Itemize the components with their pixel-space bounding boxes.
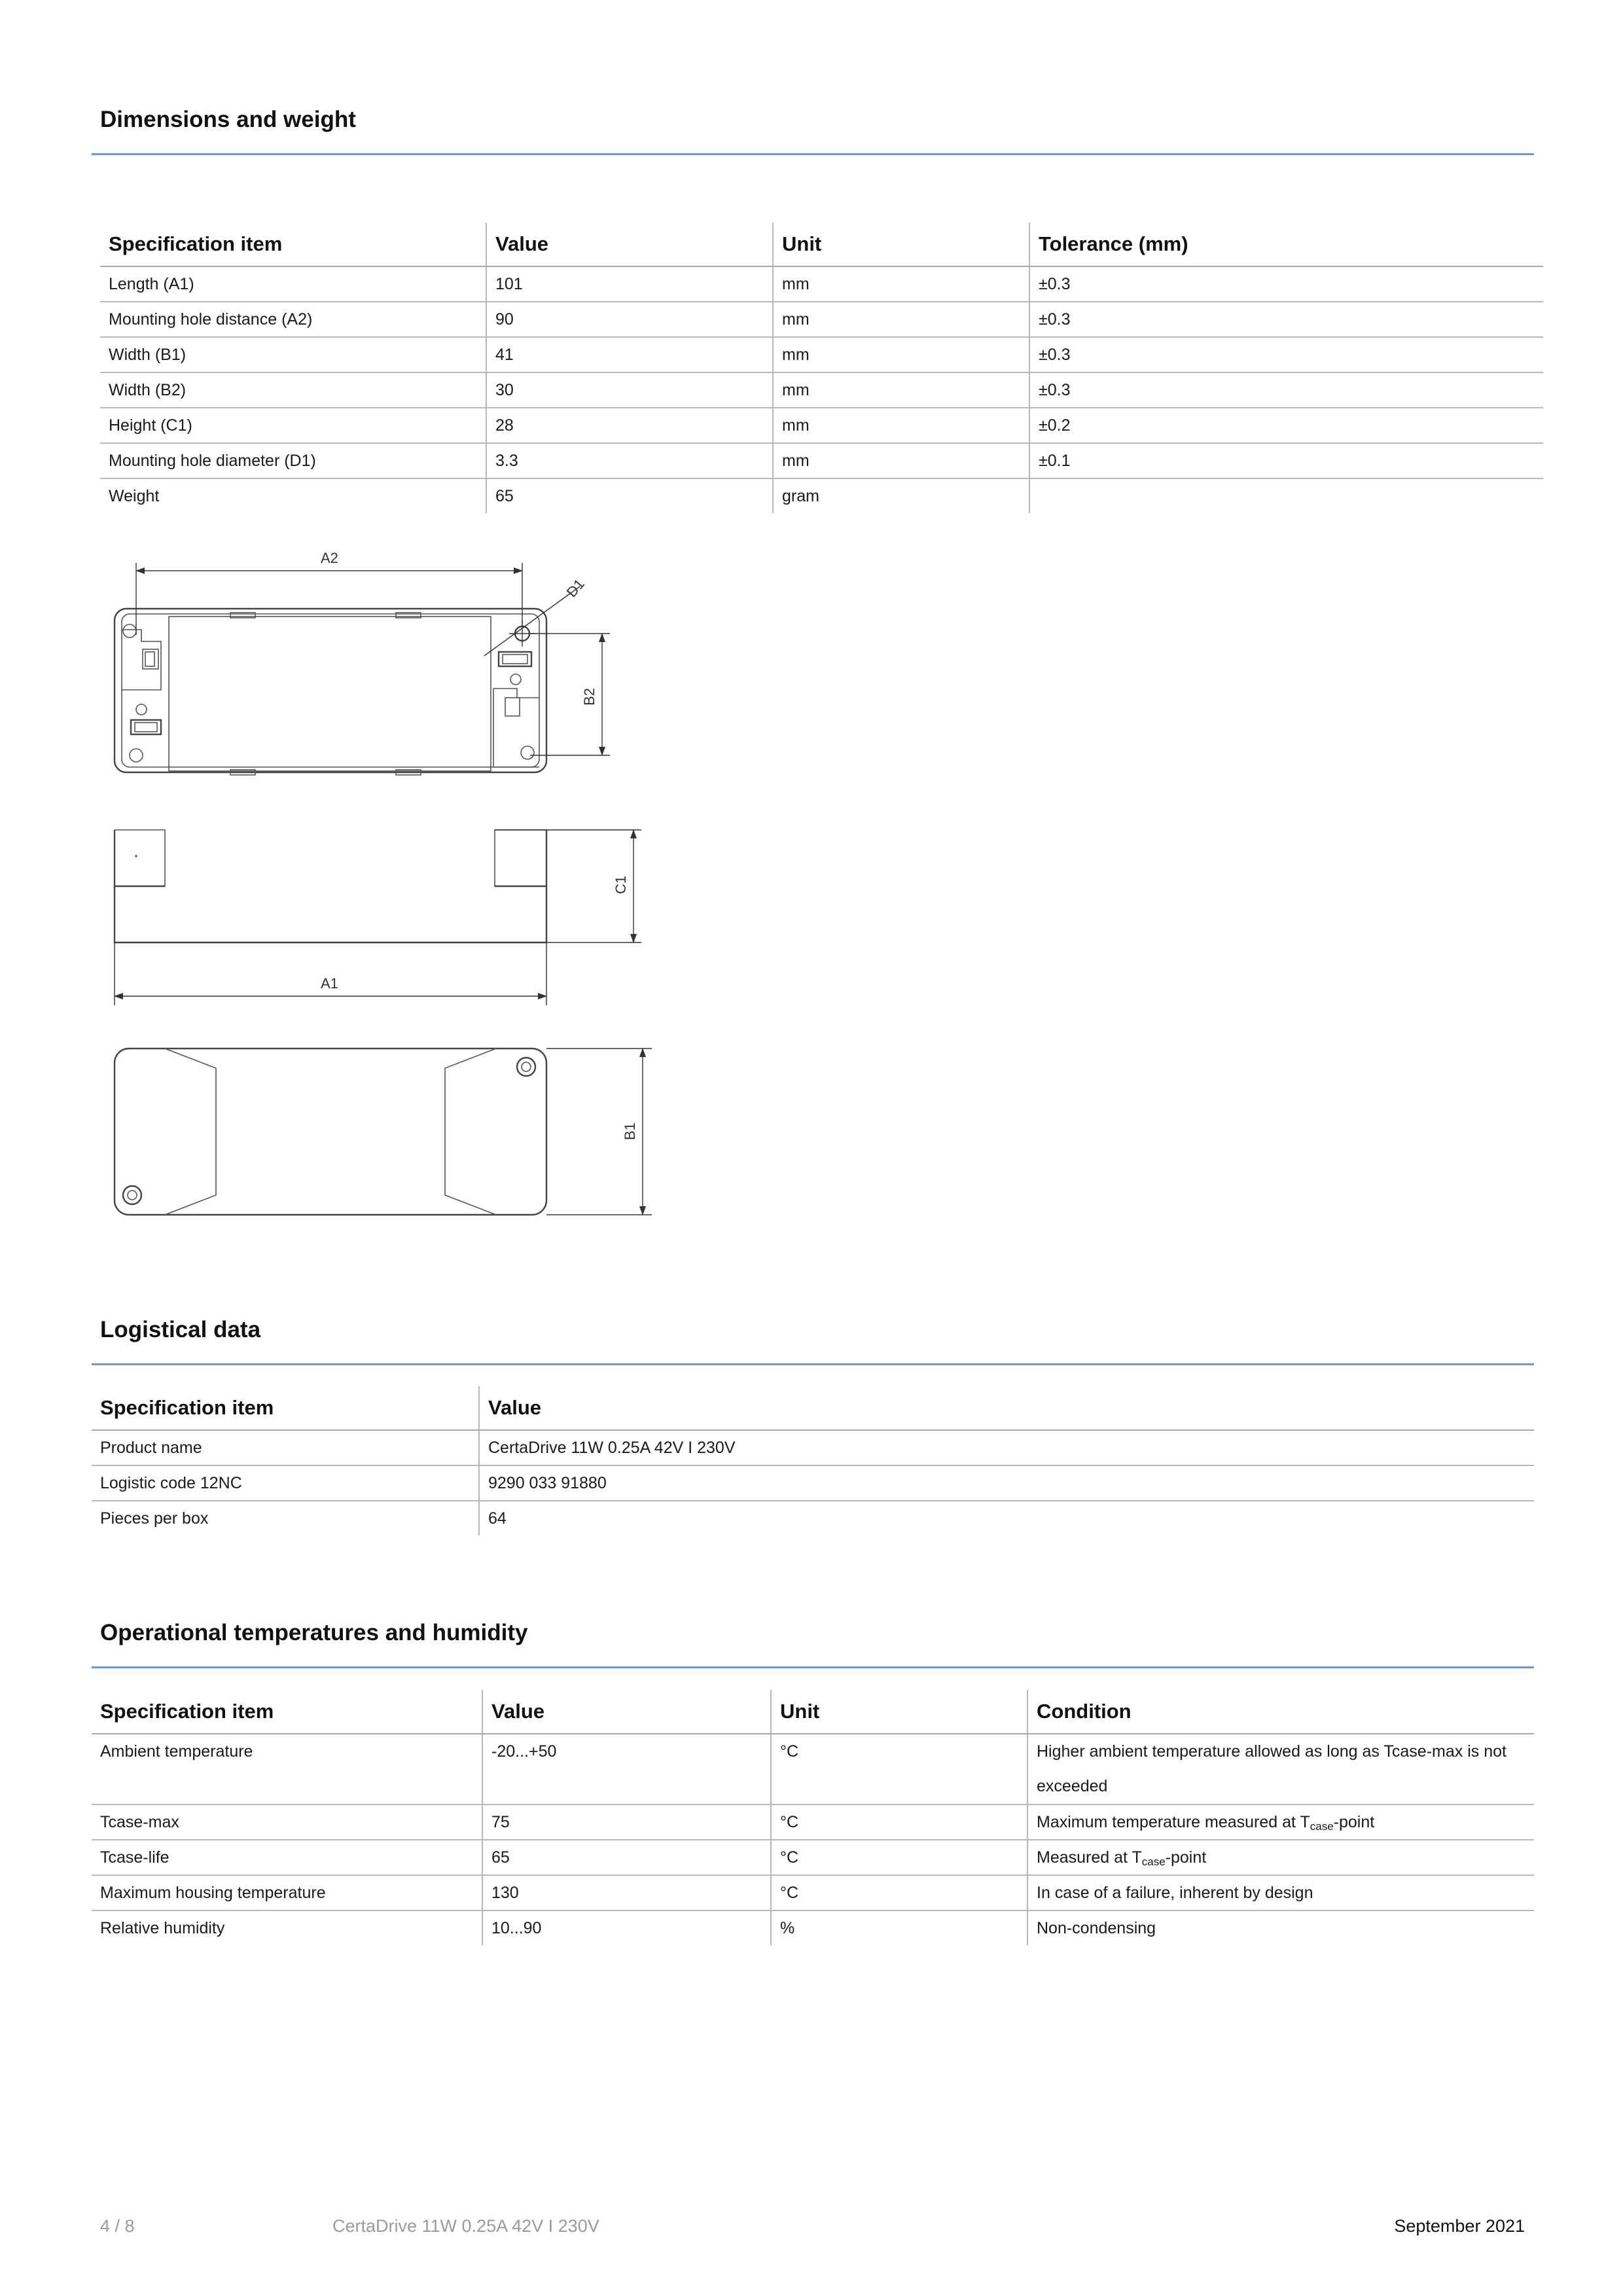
- spec-value: CertaDrive 11W 0.25A 42V I 230V: [479, 1430, 1534, 1465]
- spec-value: 65: [486, 478, 773, 513]
- dimension-label-d1: D1: [563, 575, 588, 601]
- column-header: Condition: [1027, 1690, 1534, 1734]
- table-row: [100, 478, 1543, 513]
- spec-unit: mm: [773, 408, 1029, 443]
- condition-subscript: case: [1141, 1856, 1166, 1868]
- condition-text: -point: [1333, 1813, 1375, 1831]
- table-row: [92, 1804, 1534, 1840]
- section-divider: [92, 1666, 1534, 1668]
- spec-value: 41: [486, 337, 773, 372]
- spec-condition: [1027, 1804, 1534, 1840]
- section-divider: [92, 153, 1534, 155]
- spec-unit: gram: [773, 478, 1029, 513]
- dimension-label-b2: B2: [581, 688, 597, 706]
- dimension-label-a2: A2: [321, 550, 338, 566]
- table-row: [92, 1840, 1534, 1875]
- section-divider: [92, 1363, 1534, 1365]
- spec-tolerance: ±0.3: [1029, 337, 1543, 372]
- spec-tolerance: ±0.3: [1029, 372, 1543, 408]
- spec-value: 101: [486, 266, 773, 302]
- spec-condition: In case of a failure, inherent by design: [1027, 1875, 1534, 1910]
- spec-unit: mm: [773, 302, 1029, 337]
- spec-item: Logistic code 12NC: [92, 1465, 479, 1501]
- dimension-label-b1: B1: [622, 1122, 638, 1140]
- table-row: [100, 372, 1543, 408]
- spec-tolerance: ±0.1: [1029, 443, 1543, 478]
- dimension-label-a1: A1: [321, 975, 338, 992]
- table-header-row: [92, 1386, 1534, 1430]
- table-row: [100, 337, 1543, 372]
- spec-item: Width (B1): [100, 337, 486, 372]
- column-header: Tolerance (mm): [1029, 223, 1543, 266]
- spec-item: Tcase-max: [92, 1804, 482, 1840]
- side-view: [115, 830, 641, 1005]
- column-header: Specification item: [92, 1386, 479, 1430]
- column-header: Value: [479, 1386, 1534, 1430]
- spec-item: Mounting hole diameter (D1): [100, 443, 486, 478]
- spec-unit: mm: [773, 372, 1029, 408]
- column-header: Value: [482, 1690, 771, 1734]
- spec-item: Product name: [92, 1430, 479, 1465]
- table-row: [100, 266, 1543, 302]
- top-view: [115, 550, 610, 775]
- spec-item: Width (B2): [100, 372, 486, 408]
- footer-product-name: CertaDrive 11W 0.25A 42V I 230V: [332, 2216, 599, 2236]
- spec-unit: mm: [773, 266, 1029, 302]
- spec-item: Weight: [109, 487, 160, 505]
- table-header-row: [92, 1690, 1534, 1734]
- condition-text: Maximum temperature measured at T: [1037, 1813, 1310, 1831]
- logistical-table: [92, 1386, 1534, 1535]
- spec-tolerance: ±0.3: [1029, 266, 1543, 302]
- table-row: [100, 408, 1543, 443]
- spec-item: Tcase-life: [92, 1840, 482, 1875]
- spec-unit: %: [771, 1910, 1027, 1945]
- table-row: [92, 1501, 1534, 1535]
- spec-item: Maximum housing temperature: [92, 1875, 482, 1910]
- spec-tolerance: ±0.3: [1029, 302, 1543, 337]
- spec-item: Ambient temperature: [92, 1734, 482, 1804]
- footer-date: September 2021: [1394, 2216, 1525, 2236]
- spec-unit: °C: [771, 1840, 1027, 1875]
- dimensions-table: [100, 223, 1543, 513]
- section-title-logistical: Logistical data: [100, 1317, 261, 1342]
- dimension-label-c1: C1: [613, 875, 629, 894]
- spec-value: 3.3: [486, 443, 773, 478]
- page-number: 4 / 8: [100, 2216, 135, 2236]
- spec-item: Mounting hole distance (A2): [100, 302, 486, 337]
- bottom-view: [115, 1049, 652, 1215]
- table-row: [92, 1734, 1534, 1804]
- spec-unit: °C: [771, 1875, 1027, 1910]
- table-row: [100, 302, 1543, 337]
- spec-value: 30: [486, 372, 773, 408]
- table-header-row: [100, 223, 1543, 266]
- spec-item: Relative humidity: [100, 1919, 225, 1937]
- spec-value: 75: [482, 1804, 771, 1840]
- spec-value: 10...90: [482, 1910, 771, 1945]
- column-header: Specification item: [100, 223, 486, 266]
- spec-value: 9290 033 91880: [479, 1465, 1534, 1501]
- spec-condition: Non-condensing: [1027, 1910, 1534, 1945]
- spec-unit: °C: [771, 1804, 1027, 1840]
- spec-value: 90: [486, 302, 773, 337]
- spec-unit: mm: [773, 443, 1029, 478]
- table-row: [100, 443, 1543, 478]
- spec-condition: [1027, 1840, 1534, 1875]
- table-row: [92, 1875, 1534, 1910]
- spec-value: 65: [482, 1840, 771, 1875]
- spec-condition: Higher ambient temperature allowed as long as Tcase-max is not exceeded: [1027, 1734, 1534, 1804]
- spec-value: 130: [482, 1875, 771, 1910]
- spec-unit: °C: [771, 1734, 1027, 1804]
- table-row: [92, 1430, 1534, 1465]
- condition-text: -point: [1165, 1848, 1207, 1867]
- spec-item: Height (C1): [100, 408, 486, 443]
- table-row: [92, 1465, 1534, 1501]
- section-title-dimensions: Dimensions and weight: [100, 107, 356, 132]
- spec-item: Length (A1): [100, 266, 486, 302]
- spec-item: Pieces per box: [100, 1509, 209, 1528]
- section-title-operational: Operational temperatures and humidity: [100, 1620, 528, 1645]
- column-header: Unit: [771, 1690, 1027, 1734]
- condition-subscript: case: [1310, 1820, 1334, 1833]
- operational-table: [92, 1690, 1534, 1945]
- table-row: [92, 1910, 1534, 1945]
- column-header: Specification item: [92, 1690, 482, 1734]
- spec-value: 64: [479, 1501, 1534, 1535]
- spec-tolerance: ±0.2: [1029, 408, 1543, 443]
- spec-unit: mm: [773, 337, 1029, 372]
- condition-text: Measured at T: [1037, 1848, 1142, 1867]
- spec-value: 28: [486, 408, 773, 443]
- dimension-drawing: [98, 537, 661, 1230]
- column-header: Unit: [773, 223, 1029, 266]
- column-header: Value: [486, 223, 773, 266]
- spec-tolerance: [1029, 478, 1543, 513]
- spec-value: -20...+50: [482, 1734, 771, 1804]
